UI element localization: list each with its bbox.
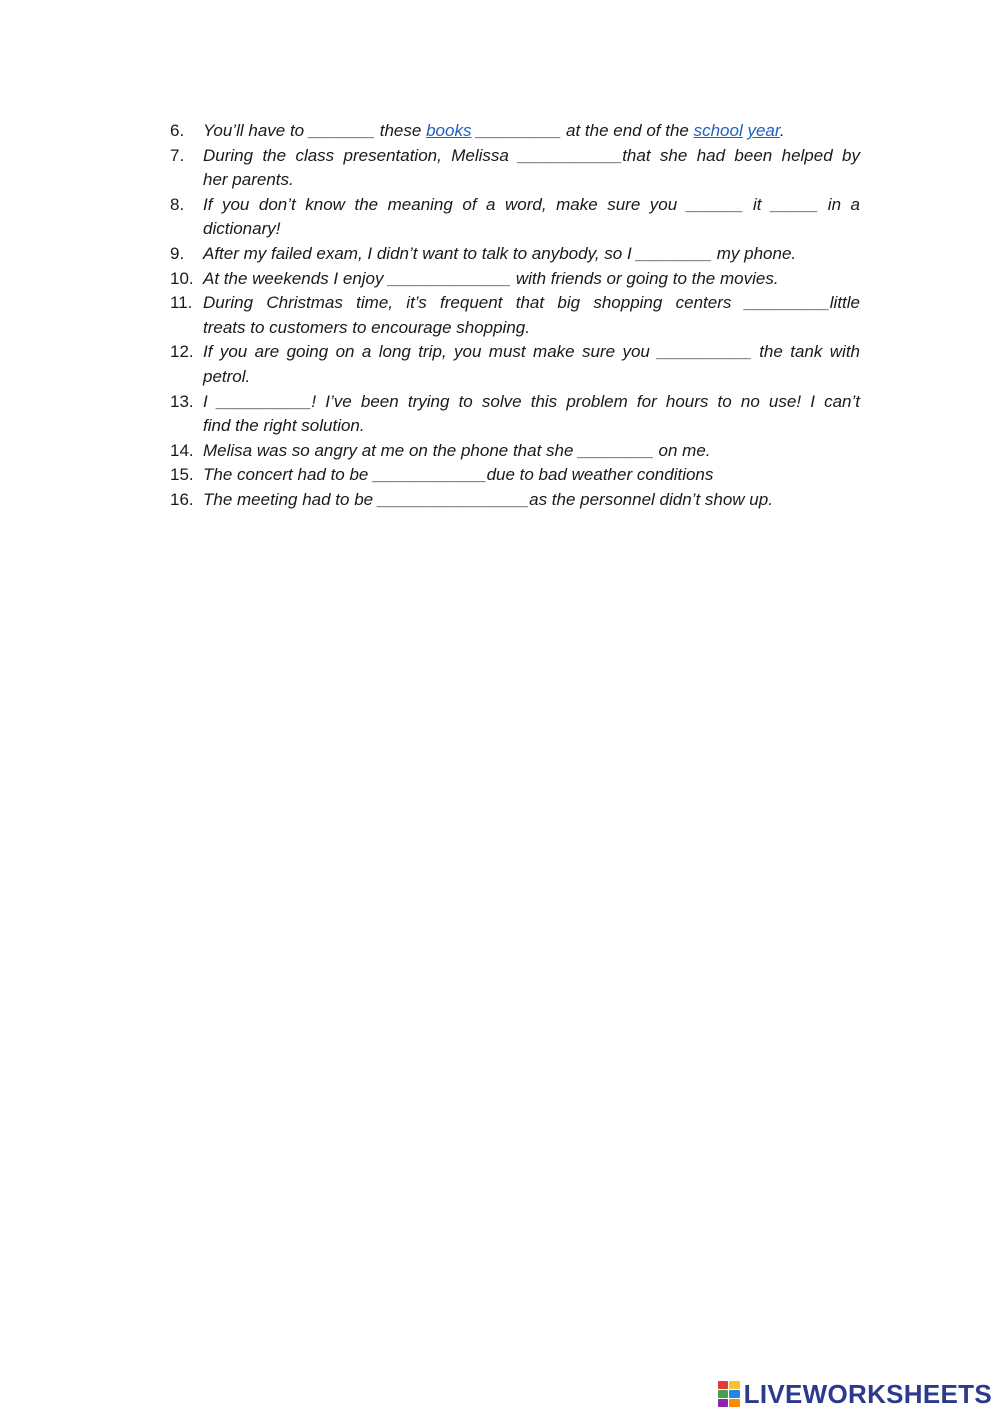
item-text-line: If you don’t know the meaning of a word, make sure you ______ it _____ in a xyxy=(203,194,860,214)
logo-block xyxy=(718,1381,729,1389)
link-year[interactable]: year xyxy=(747,121,780,140)
item-number: 12. xyxy=(170,342,194,362)
logo-block xyxy=(718,1399,729,1407)
item-text-line: The meeting had to be ________________as the personnel didn’t show up. xyxy=(203,489,773,509)
link-books[interactable]: books xyxy=(426,121,472,140)
brand-name: LIVEWORKSHEETS xyxy=(743,1378,992,1409)
item-text-line: During the class presentation, Melissa ___________that she had been helped by xyxy=(203,145,860,165)
logo-block xyxy=(718,1390,729,1398)
item-text-line: If you are going on a long trip, you must make sure you __________ the tank with xyxy=(203,342,860,362)
liveworksheets-logo-icon xyxy=(718,1381,740,1407)
item-text-line: dictionary! xyxy=(203,219,281,239)
exercise-item-14 xyxy=(170,439,860,464)
link-school[interactable]: school xyxy=(693,121,743,140)
item-number: 8. xyxy=(170,194,185,214)
exercise-item-6 xyxy=(170,119,860,144)
item-text-line: I __________! I’ve been trying to solve this problem for hours to no use! I can’t xyxy=(203,391,860,411)
exercise-item-12 xyxy=(170,340,860,389)
item-text-line: Melisa was so angry at me on the phone that she ________ on me. xyxy=(203,440,711,460)
item-text-line: her parents. xyxy=(203,170,294,190)
item-text-line: At the weekends I enjoy _____________ with friends or going to the movies. xyxy=(203,268,779,288)
item-number: 6. xyxy=(170,121,185,140)
exercise-item-9 xyxy=(170,242,860,267)
exercise-item-16 xyxy=(170,488,860,513)
logo-block xyxy=(729,1390,740,1398)
item-text-line: After my failed exam, I didn’t want to talk to anybody, so I ________ my phone. xyxy=(203,243,797,263)
liveworksheets-logo[interactable] xyxy=(718,1379,992,1409)
exercise-item-7 xyxy=(170,144,860,193)
item-number: 7. xyxy=(170,145,185,165)
item-text-line: petrol. xyxy=(203,366,251,386)
item-text-line: find the right solution. xyxy=(203,416,365,436)
item-number: 9. xyxy=(170,243,185,263)
exercise-item-15 xyxy=(170,463,860,488)
item-number: 15. xyxy=(170,465,194,485)
item-text-line: During Christmas time, it’s frequent that big shopping centers _________little xyxy=(203,293,860,313)
exercise-item-11 xyxy=(170,291,860,340)
item-text: You’ll have to _______ these books _________ at the end of the school year. xyxy=(203,121,785,140)
exercise-item-13 xyxy=(170,390,860,439)
item-number: 14. xyxy=(170,440,194,460)
item-text-line: treats to customers to encourage shopping. xyxy=(203,317,530,337)
item-text-line: The concert had to be ____________due to bad weather conditions xyxy=(203,465,714,485)
item-number: 16. xyxy=(170,489,194,509)
item-number: 10. xyxy=(170,268,194,288)
exercise-list xyxy=(170,119,860,513)
item-number: 13. xyxy=(170,391,194,411)
exercise-item-10 xyxy=(170,267,860,292)
logo-block xyxy=(729,1381,740,1389)
logo-block xyxy=(729,1399,740,1407)
item-number: 11. xyxy=(170,293,193,313)
exercise-item-8 xyxy=(170,193,860,242)
